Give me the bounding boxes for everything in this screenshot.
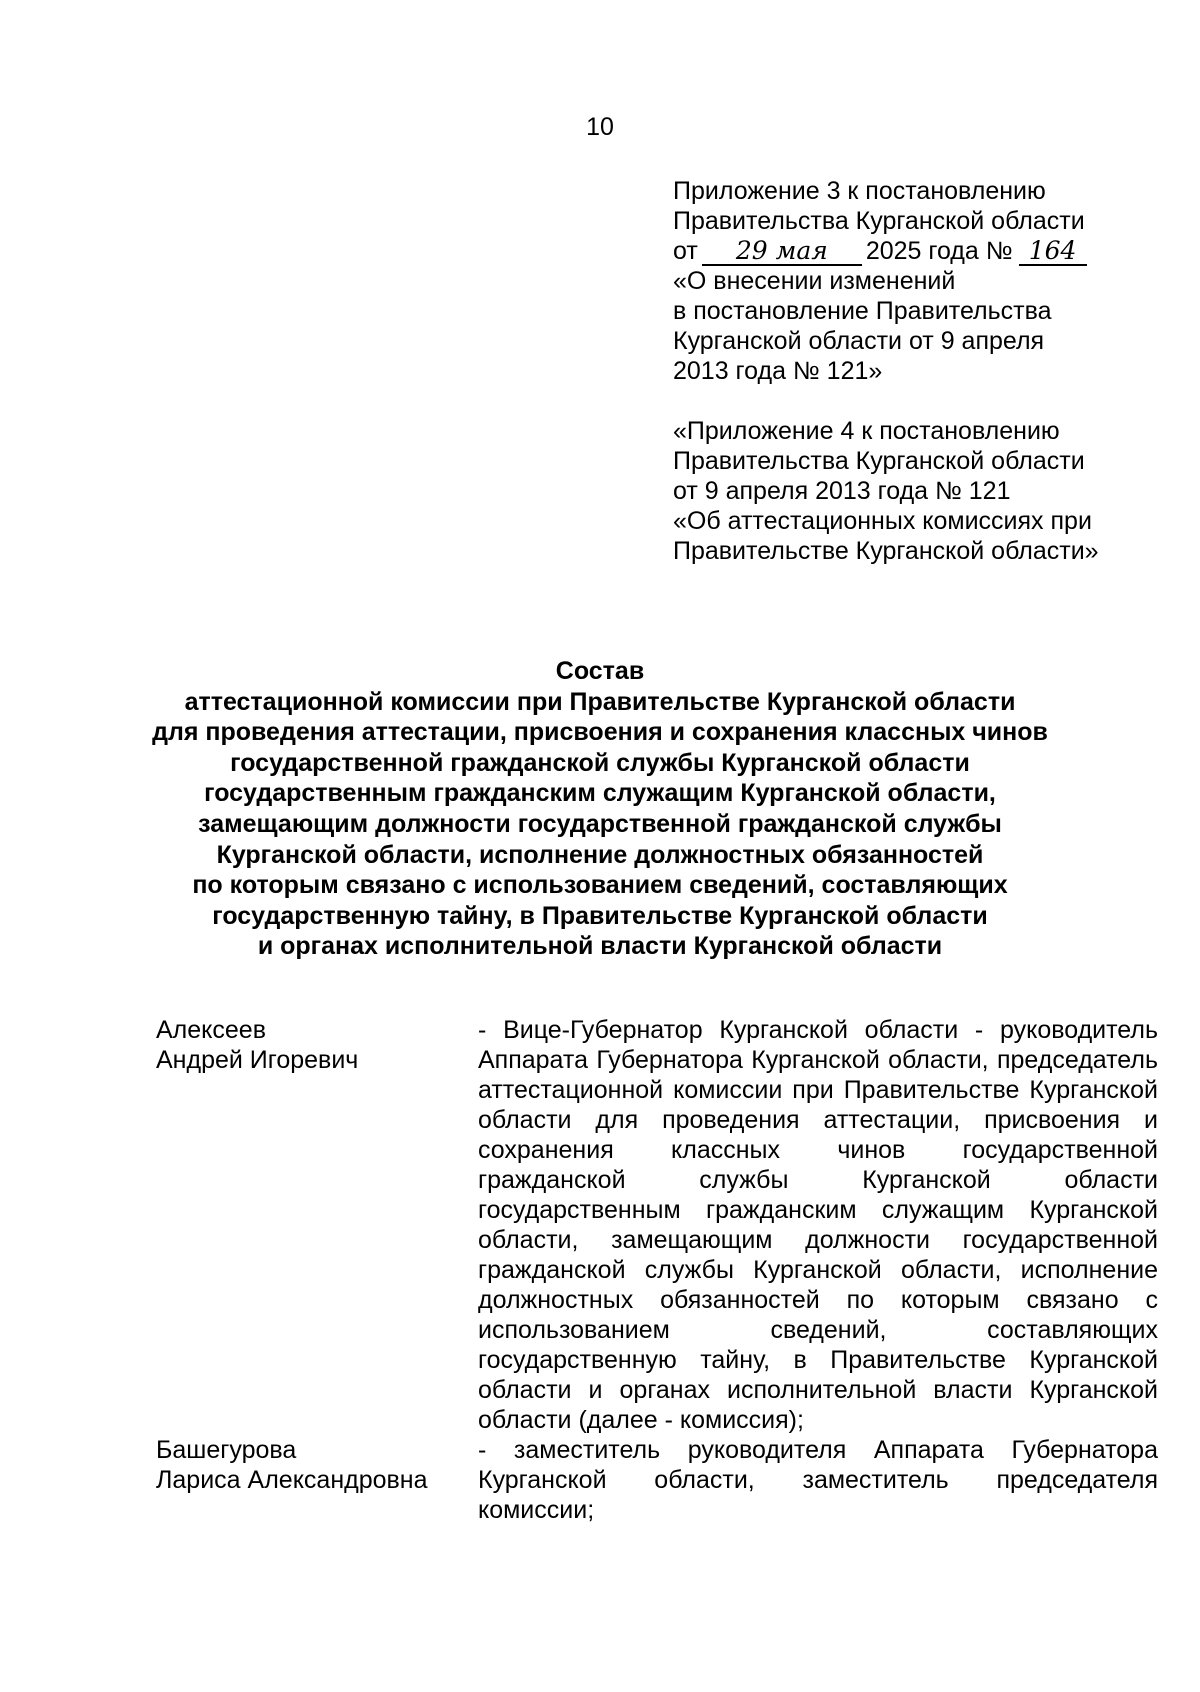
member-name xyxy=(156,1015,478,1435)
annex-line: Приложение 3 к постановлению xyxy=(673,177,1046,205)
member-surname: Алексеев xyxy=(156,1016,266,1044)
annex-original-block xyxy=(673,416,1153,566)
annex-line: Правительства Курганской области xyxy=(673,207,1085,235)
title-line: замещающим должности государственной гражданской службы xyxy=(198,809,1002,838)
member-name xyxy=(156,1435,478,1525)
member-given-name: Андрей Игоревич xyxy=(156,1046,359,1074)
annex-line: Курганской области от 9 апреля xyxy=(673,327,1045,355)
member-role: - заместитель руководителя Аппарата Губернатора Курганской области, заместитель председателя комиссии; xyxy=(478,1436,1158,1524)
annex-line: Правительства Курганской области xyxy=(673,447,1085,475)
member-role: - Вице-Губернатор Курганской области - руководитель Аппарата Губернатора Курганской области, председатель аттестационной комиссии при Правительстве Курганской области для проведения аттестации, присвоения и сохранения классных чинов государственной гражданской службы Курганской области государственным гражданским служащим Курганской области, замещающим должности государственной гражданской службы Курганской области, исполнение должностных обязанностей по которым связано с использованием сведений, составляющих государственную тайну, в Правительстве Курганской области и органах исполнительной власти Курганской области (далее - комиссия); xyxy=(478,1016,1158,1434)
document-title xyxy=(60,656,1140,962)
annex-date-line xyxy=(673,236,1153,266)
title-line: аттестационной комиссии при Правительстве Курганской области xyxy=(184,687,1016,716)
member-given-name: Лариса Александровна xyxy=(156,1466,428,1494)
page-number: 10 xyxy=(586,113,614,141)
annex-line: «Приложение 4 к постановлению xyxy=(673,417,1060,445)
title-line: государственным гражданским служащим Курганской области, xyxy=(204,779,996,808)
member-entry xyxy=(156,1435,1158,1525)
handwritten-number: 164 xyxy=(1019,238,1087,266)
member-entry xyxy=(156,1015,1158,1435)
title-heading: Состав xyxy=(555,657,645,685)
date-suffix: 2025 года № xyxy=(865,237,1013,265)
members-list xyxy=(156,1015,1158,1525)
title-line: для проведения аттестации, присвоения и сохранения классных чинов xyxy=(152,718,1048,747)
title-line: и органах исполнительной власти Курганской области xyxy=(257,932,943,961)
title-line: по которым связано с использованием сведений, составляющих xyxy=(192,871,1008,900)
annex-line: «Об аттестационных комиссиях при xyxy=(673,507,1092,535)
member-surname: Башегурова xyxy=(156,1436,297,1464)
annex-line: от 9 апреля 2013 года № 121 xyxy=(673,477,1011,505)
annex-line: Правительстве Курганской области» xyxy=(673,537,1099,565)
title-line: государственную тайну, в Правительстве Курганской области xyxy=(212,901,988,930)
annex-line: в постановление Правительства xyxy=(673,297,1052,325)
annex-line: «О внесении изменений xyxy=(673,267,956,295)
date-prefix: от xyxy=(673,237,698,265)
annex-block xyxy=(673,176,1153,566)
annex-line: 2013 года № 121» xyxy=(673,357,883,385)
title-line: государственной гражданской службы Курганской области xyxy=(230,748,970,777)
handwritten-date: 29 мая xyxy=(702,238,862,266)
title-line: Курганской области, исполнение должностных обязанностей xyxy=(216,840,984,869)
